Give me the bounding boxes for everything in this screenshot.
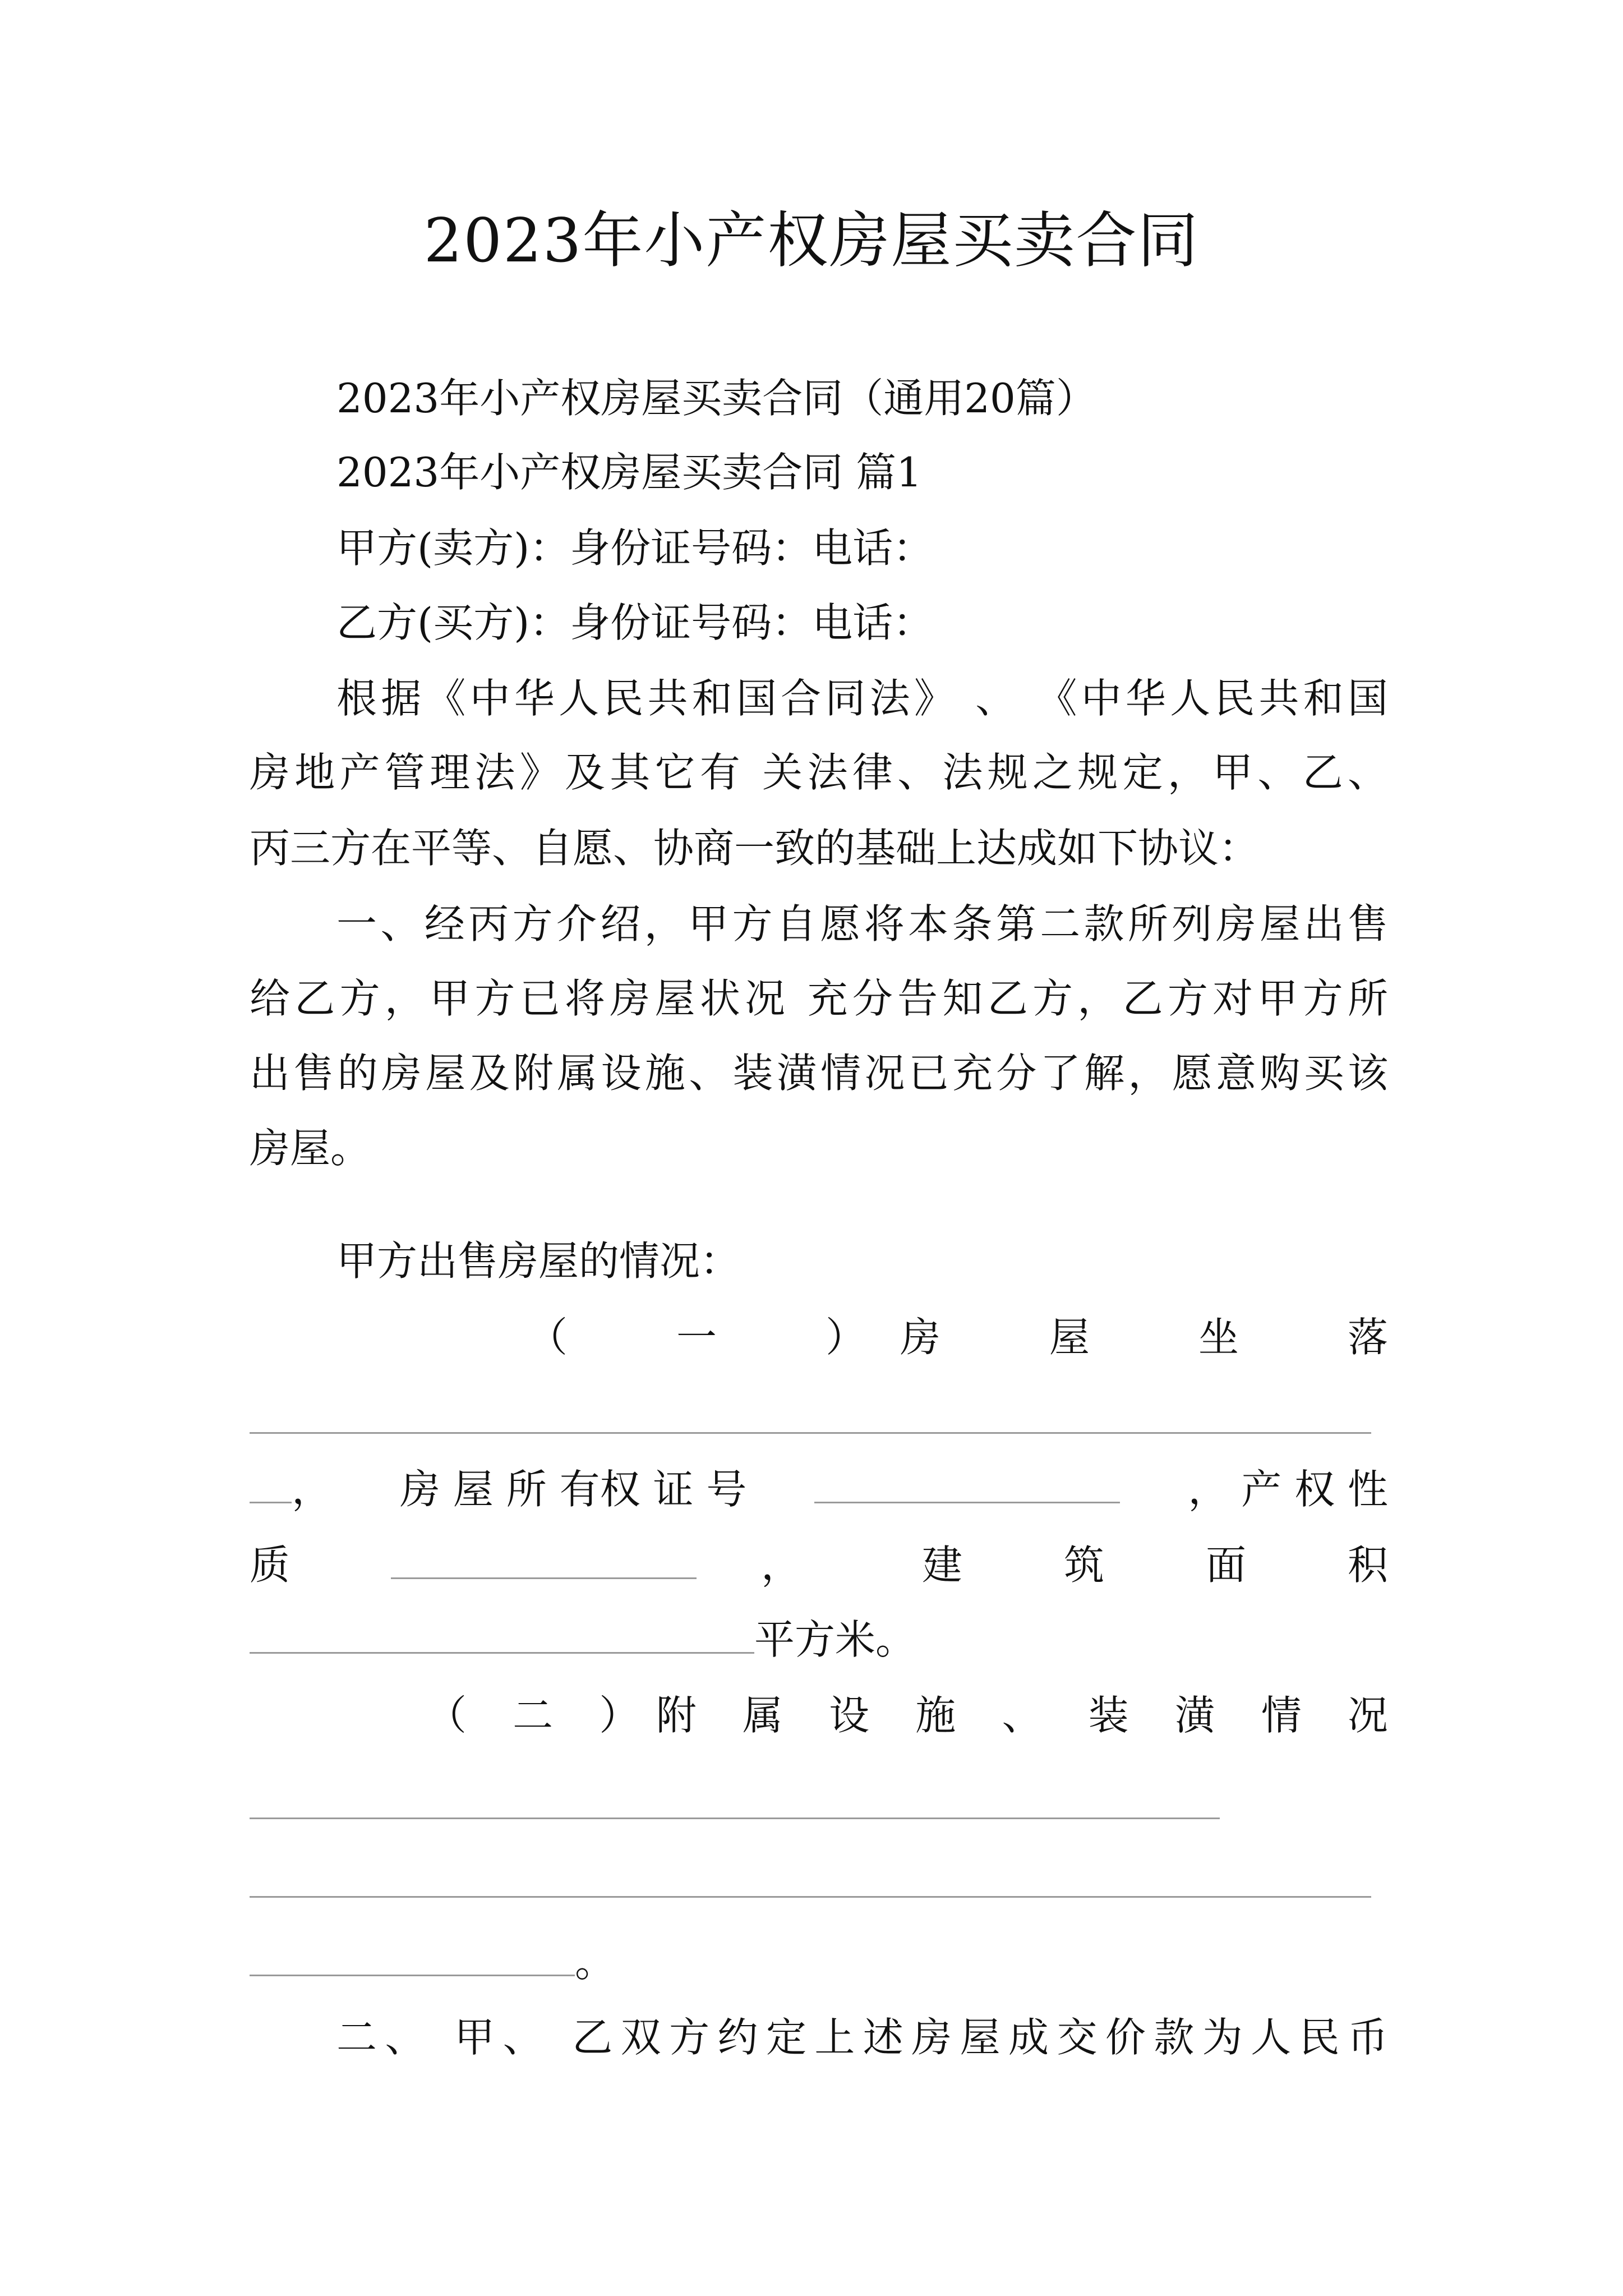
location-blank-line — [250, 1432, 1371, 1434]
certificate-row — [250, 1461, 1388, 1517]
certificate-comma: ， — [292, 1466, 333, 1513]
basis-paragraph-line-3: 丙三方在平等、自愿、协商一致的基础上达成如下协议： — [250, 825, 1260, 872]
party-b-line: 乙方(买方)：身份证号码：电话： — [336, 599, 934, 646]
clause-1-line-3: 出售的房屋及附属设施、装潢情况已充分了解，愿意购买该 — [250, 1050, 1388, 1097]
area-value-row — [250, 1612, 916, 1668]
item-2-heading: （ 二 ）附 属 设 施 、 装 潢 情 况 — [426, 1692, 1388, 1739]
fixtures-end-mark: 。 — [575, 1939, 616, 1986]
fixtures-end-row — [250, 1934, 615, 1990]
item-1-heading: （ 一 ）房 屋 坐 落 — [527, 1314, 1388, 1361]
basis-paragraph-line-1: 根据《中华人民共和国合同法》 、 《中华人民共和国 — [336, 675, 1388, 722]
clause-2-line-1: 二、 甲、 乙双方约定上述房屋成交价款为人民币 — [336, 2014, 1388, 2061]
building-area-blank — [250, 1651, 754, 1654]
clause-1-line-4: 房屋。 — [250, 1125, 371, 1172]
party-a-line: 甲方(卖方)：身份证号码：电话： — [336, 524, 934, 572]
basis-paragraph-line-2: 房地产管理法》及其它有 关法律、法规之规定，甲、乙、 — [250, 749, 1388, 796]
area-unit: 平方米。 — [754, 1616, 916, 1663]
situation-heading: 甲方出售房屋的情况： — [336, 1237, 741, 1285]
certificate-row-start — [250, 1461, 332, 1517]
document-title: 2023年小产权房屋买卖合同 — [423, 206, 1200, 276]
certificate-label: 房 屋 所 有权 证 号 — [399, 1466, 747, 1513]
chapter-heading: 2023年小产权房屋买卖合同 篇1 — [336, 449, 922, 496]
fixtures-blank-line-3 — [250, 1974, 575, 1976]
location-blank-tail — [250, 1501, 292, 1503]
clause-1-line-1: 一、经丙方介绍，甲方自愿将本条第二款所列房屋出售 — [336, 900, 1388, 947]
nature-label: 质 — [250, 1542, 291, 1589]
nature-area-row — [250, 1537, 1388, 1593]
property-nature-blank — [391, 1577, 697, 1579]
fixtures-blank-line-1 — [250, 1818, 1220, 1819]
property-nature-label: ， 产 权 性 — [1188, 1466, 1388, 1513]
subtitle-line: 2023年小产权房屋买卖合同（通用20篇） — [336, 375, 1096, 422]
area-comma: ， — [761, 1542, 802, 1589]
building-area-label: 建 筑 面 积 — [922, 1542, 1388, 1589]
certificate-number-blank — [814, 1501, 1120, 1503]
clause-1-line-2: 给乙方，甲方已将房屋状况 充分告知乙方，乙方对甲方所 — [250, 975, 1388, 1022]
fixtures-blank-line-2 — [250, 1896, 1371, 1898]
